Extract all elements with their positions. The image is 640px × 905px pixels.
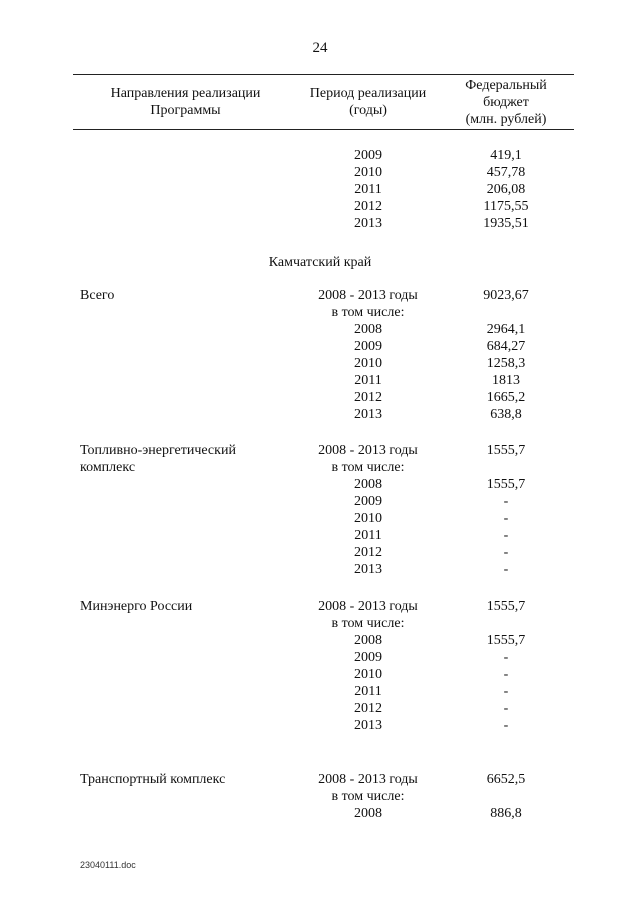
direction-label: Минэнерго России (80, 599, 193, 614)
value-cell: 1665,2 (486, 390, 526, 405)
period-cell: 2011 (354, 528, 382, 543)
value-cell: 1555,7 (486, 477, 526, 492)
value-cell: 1555,7 (486, 599, 526, 614)
period-cell: 2013 (354, 216, 382, 231)
direction-label: Всего (80, 288, 115, 303)
period-cell: 2010 (354, 165, 382, 180)
header-period (298, 77, 438, 127)
value-cell: - (503, 684, 509, 699)
header-directions-label: Направления реализации Программы (110, 86, 261, 118)
period-cell: 2008 (354, 806, 382, 821)
value-cell: 1935,51 (483, 216, 529, 231)
period-cell: 2009 (354, 148, 382, 163)
period-cell: 2008 - 2013 годы (318, 772, 418, 787)
value-cell: - (503, 718, 509, 733)
page-number: 24 (312, 40, 328, 56)
table-row (0, 442, 640, 459)
period-cell: в том числе: (331, 460, 405, 475)
value-cell: - (503, 650, 509, 665)
period-cell: 2013 (354, 407, 382, 422)
value-cell: - (503, 494, 509, 509)
table-row (0, 338, 640, 355)
value-cell: 457,78 (486, 165, 526, 180)
table-row (0, 476, 640, 493)
period-cell: 2011 (354, 684, 382, 699)
value-cell: 886,8 (490, 806, 522, 821)
table-row (0, 788, 640, 805)
value-cell: 206,08 (486, 182, 526, 197)
value-cell: 638,8 (490, 407, 522, 422)
value-cell: 419,1 (490, 148, 522, 163)
section-total (0, 287, 640, 423)
value-cell: - (503, 667, 509, 682)
period-cell: 2008 - 2013 годы (318, 443, 418, 458)
section-transport (0, 771, 640, 822)
period-cell: в том числе: (331, 789, 405, 804)
period-cell: 2013 (354, 718, 382, 733)
value-cell: 9023,67 (483, 288, 529, 303)
table-row (0, 198, 640, 215)
direction-label: Транспортный комплекс (80, 772, 226, 787)
period-cell: 2010 (354, 511, 382, 526)
period-cell: 2011 (354, 373, 382, 388)
header-directions (73, 77, 298, 127)
table-row (0, 527, 640, 544)
table-row (0, 321, 640, 338)
value-cell: 1175,55 (483, 199, 529, 214)
period-cell: 2008 - 2013 годы (318, 288, 418, 303)
value-cell: - (503, 701, 509, 716)
value-cell: 1813 (492, 373, 520, 388)
value-cell: 6652,5 (486, 772, 526, 787)
region-title: Камчатский край (268, 255, 372, 270)
period-cell: 2008 (354, 633, 382, 648)
value-cell: - (503, 511, 509, 526)
header-federal-budget (438, 77, 574, 127)
period-cell: 2011 (354, 182, 382, 197)
value-cell: 1555,7 (486, 443, 526, 458)
period-cell: 2008 - 2013 годы (318, 599, 418, 614)
table-row (0, 304, 640, 321)
table-row (0, 700, 640, 717)
table-row (0, 389, 640, 406)
table-row (0, 561, 640, 578)
section-minenergo (0, 598, 640, 734)
table-row (0, 771, 640, 788)
period-cell: 2010 (354, 667, 382, 682)
value-cell: - (503, 562, 509, 577)
period-cell: в том числе: (331, 305, 405, 320)
value-cell: 684,27 (486, 339, 526, 354)
table-row (0, 181, 640, 198)
table-row (0, 215, 640, 232)
table-row (0, 493, 640, 510)
table-row (0, 632, 640, 649)
table-row (0, 372, 640, 389)
table-row (0, 666, 640, 683)
value-cell: 1555,7 (486, 633, 526, 648)
period-cell: 2010 (354, 356, 382, 371)
period-cell: 2008 (354, 322, 382, 337)
table-row (0, 717, 640, 734)
header-federal-budget-label: Федеральный бюджет (млн. рублей) (465, 77, 547, 127)
table-header-bottom-rule (73, 129, 574, 130)
continuation-rows (0, 147, 640, 232)
table-row (0, 164, 640, 181)
table-row (0, 287, 640, 304)
period-cell: 2013 (354, 562, 382, 577)
value-cell: - (503, 545, 509, 560)
table-row (0, 805, 640, 822)
period-cell: 2012 (354, 390, 382, 405)
period-cell: в том числе: (331, 616, 405, 631)
period-cell: 2009 (354, 494, 382, 509)
table-row (0, 683, 640, 700)
document-filename: 23040111.doc (80, 860, 136, 870)
period-cell: 2012 (354, 199, 382, 214)
header-period-label: Период реализации (годы) (309, 86, 427, 118)
table-row (0, 459, 640, 476)
table-header-top-rule (73, 74, 574, 75)
period-cell: 2009 (354, 650, 382, 665)
table-row (0, 355, 640, 372)
period-cell: 2008 (354, 477, 382, 492)
period-cell: 2012 (354, 545, 382, 560)
period-cell: 2009 (354, 339, 382, 354)
table-row (0, 544, 640, 561)
table-row (0, 147, 640, 164)
table-row (0, 598, 640, 615)
table-row (0, 615, 640, 632)
value-cell: 1258,3 (486, 356, 526, 371)
value-cell: 2964,1 (486, 322, 526, 337)
table-row (0, 510, 640, 527)
direction-label: Топливно-энергетический комплекс (80, 443, 236, 475)
section-fuel-energy (0, 442, 640, 578)
table-row (0, 649, 640, 666)
value-cell: - (503, 528, 509, 543)
period-cell: 2012 (354, 701, 382, 716)
table-row (0, 406, 640, 423)
